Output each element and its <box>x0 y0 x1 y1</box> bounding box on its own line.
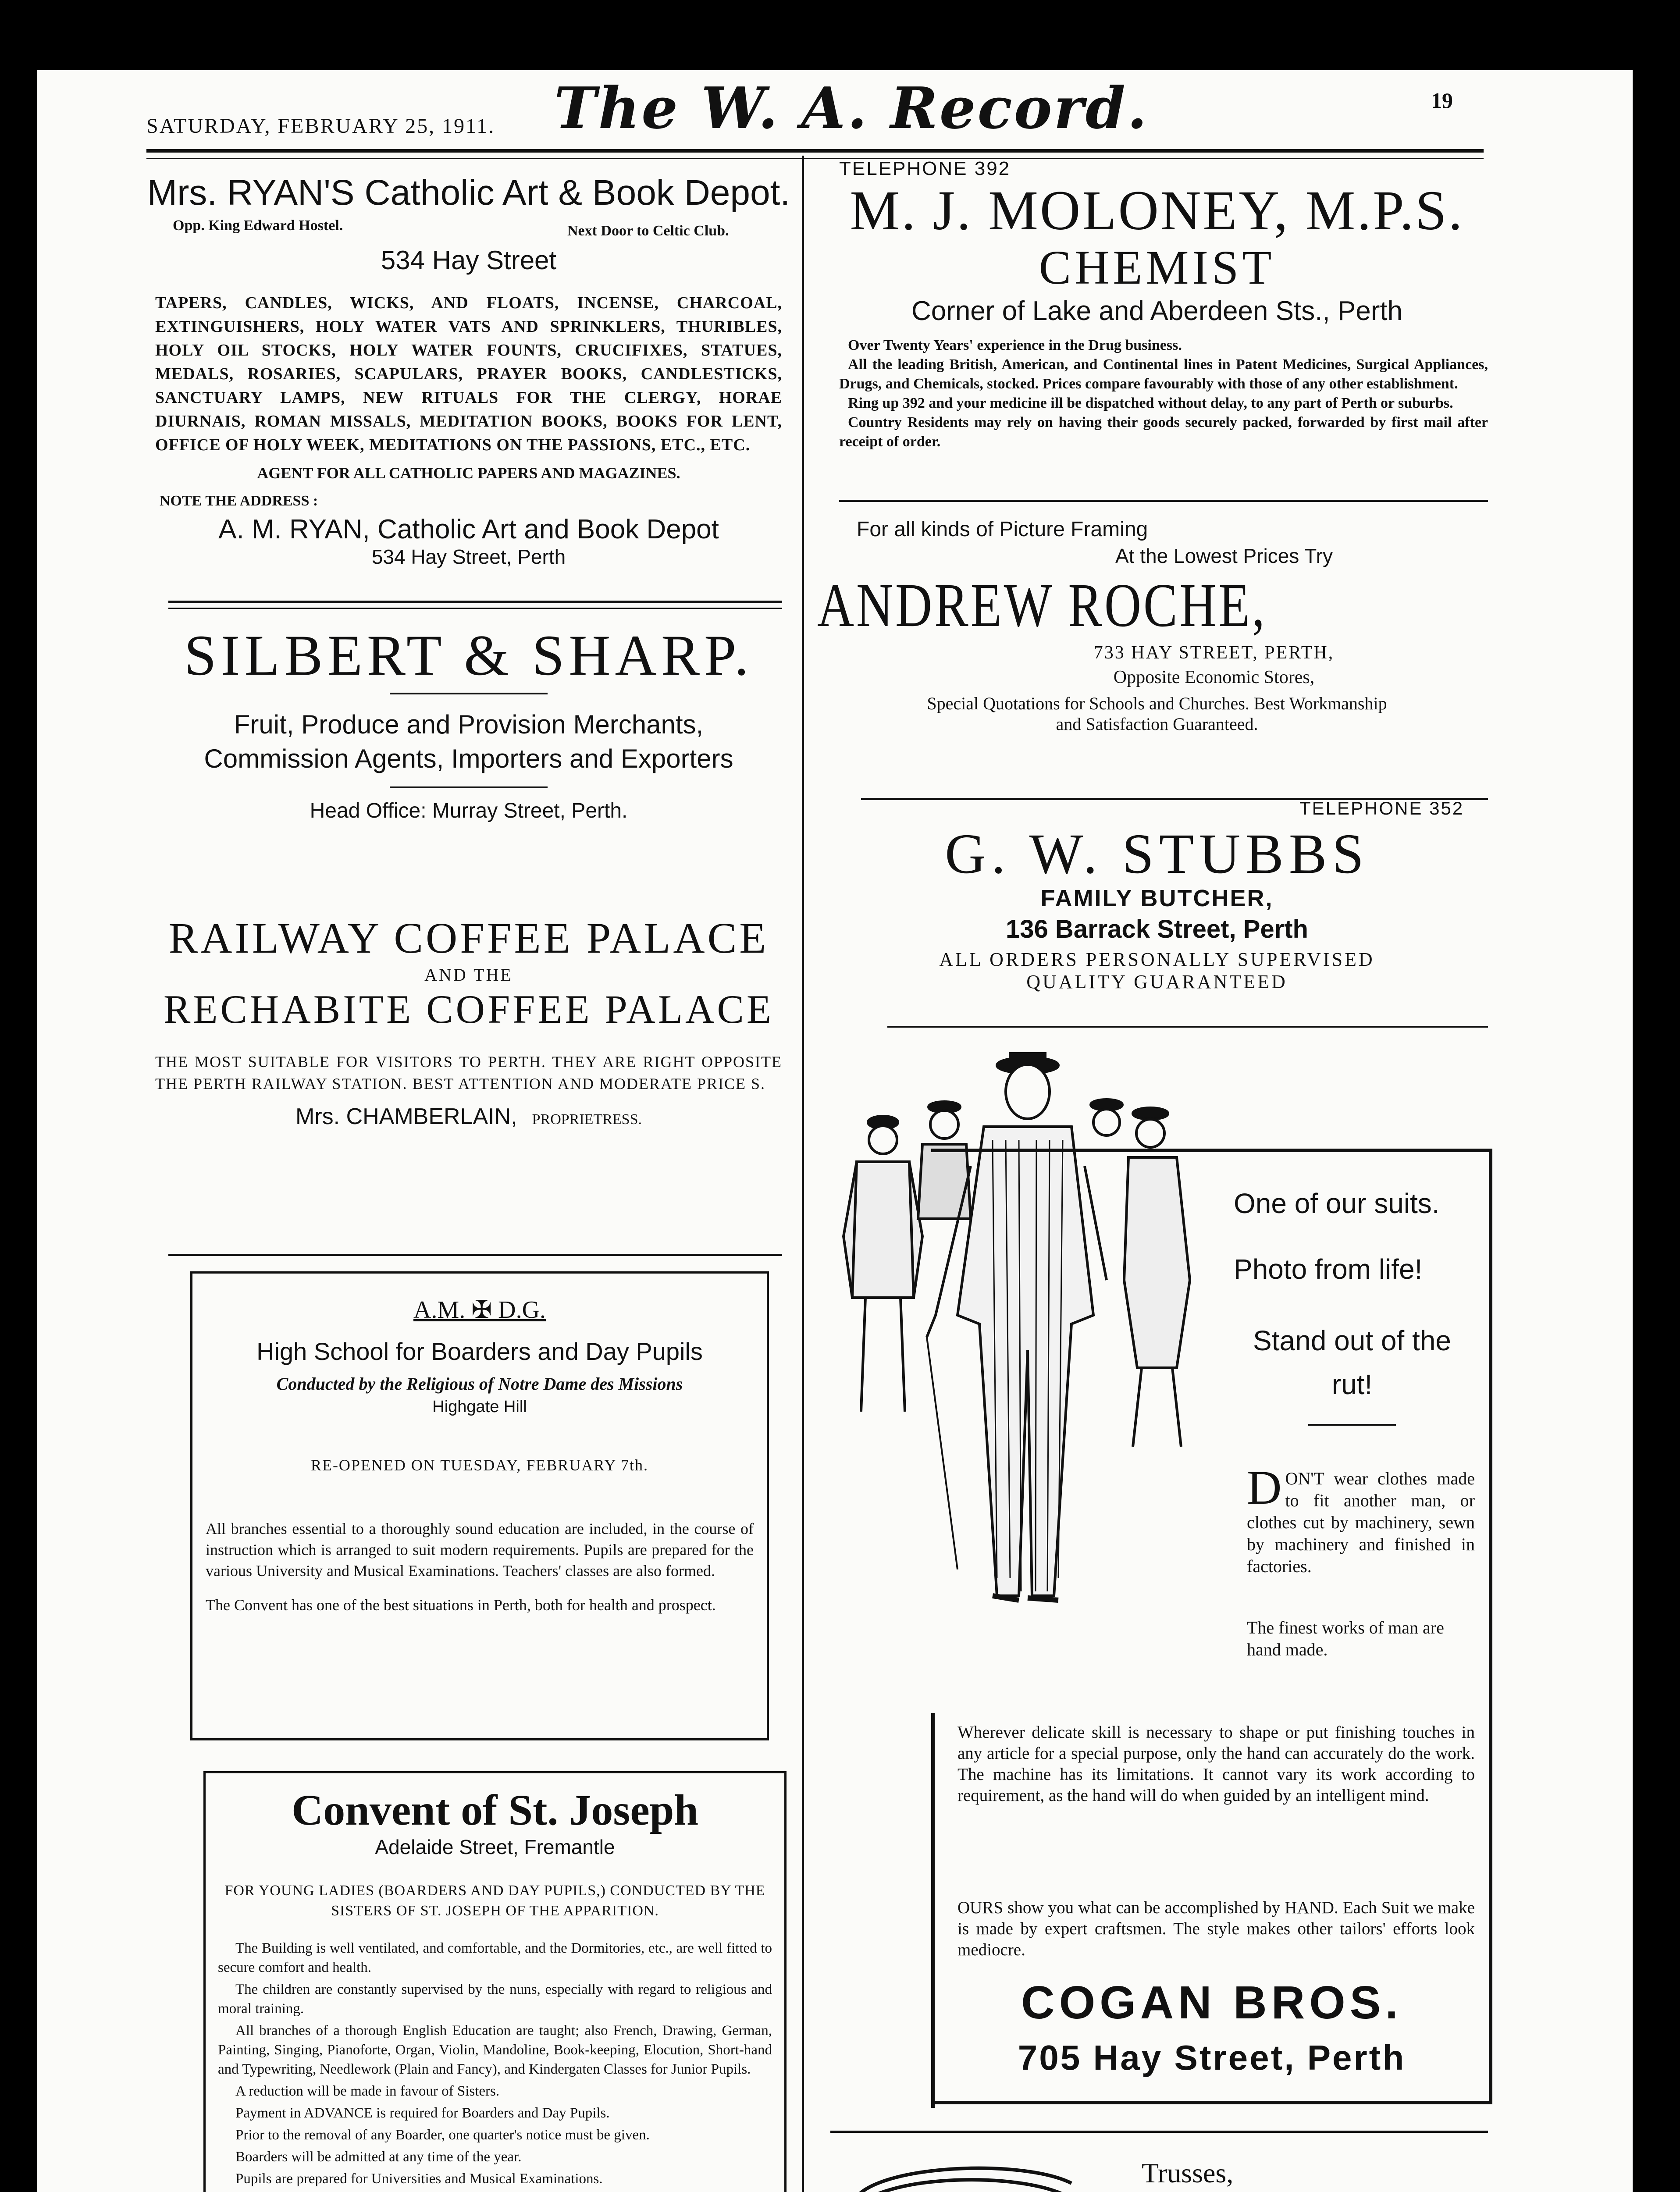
cogan-tag3: Stand out of the rut! <box>1253 1325 1451 1400</box>
column-divider <box>802 156 804 2192</box>
railway-body: THE MOST SUITABLE FOR VISITORS TO PERTH. THEY ARE RIGHT OPPOSITE THE PERTH RAILWAY STATION. BEST ATTENTION AND MODERATE PRICE S. <box>155 1053 782 1092</box>
convent-advert <box>203 1771 787 2192</box>
highschool-place: Highgate Hill <box>432 1398 527 1416</box>
cogan-p2: The finest works of man are hand made. <box>1247 1618 1444 1659</box>
highschool-body1: All branches essential to a thoroughly sound education are included, in the course of instruction which is arranged to suit modern requirements. Pupils are prepared for the various University and Musical Examinations. Teachers' classes are also formed. <box>206 1520 754 1580</box>
ryan-opposite: Opp. King Edward Hostel. <box>173 217 343 234</box>
silbert-office: Head Office: Murray Street, Perth. <box>310 799 628 822</box>
convent-para: A reduction will be made in favour of Sisters. <box>235 2083 500 2099</box>
silbert-line1: Fruit, Produce and Provision Merchants, <box>234 710 704 739</box>
silbert-line2: Commission Agents, Importers and Exporters <box>204 744 733 773</box>
cogan-p1-block <box>1247 1461 1475 1577</box>
moloney-p1: Over Twenty Years' experience in the Drug business. <box>848 337 1182 353</box>
moloney-role: CHEMIST <box>1039 241 1275 294</box>
silbert-divider-2 <box>390 786 548 788</box>
highschool-title: High School for Boarders and Day Pupils <box>256 1338 703 1365</box>
masthead-title: The W. A. Record. <box>554 75 1149 142</box>
roche-street: 733 HAY STREET, PERTH, <box>1093 643 1335 663</box>
roche-opposite: Opposite Economic Stores, <box>1113 667 1315 687</box>
page-number: 19 <box>1431 88 1453 113</box>
stubbs-address: 136 Barrack Street, Perth <box>1006 915 1308 943</box>
ryan-body: TAPERS, CANDLES, WICKS, AND FLOATS, INCENSE, CHARCOAL, EXTINGUISHERS, HOLY WATER VATS AND SPRINKLERS, THURIBLES, HOLY OIL STOCKS, HOLY WATER FOUNTS, CRUCIFIXES, STATUES, MEDALS, ROSARIES, SCAPULARS, PRAYER BOOKS, CANDLESTICKS, SANCTUARY LAMPS, NEW RITUALS FOR THE CLERGY, HORAE DIURNAIS, ROMAN MISSALS, MEDITATION BOOKS, BOOKS FOR LENT, OFFICE OF HOLY WEEK, MEDITATIONS ON THE PASSIONS, ETC., ETC. <box>155 294 782 454</box>
convent-para: The Building is well ventilated, and comfortable, and the Dormitories, etc., are well fitted to secure comfort and health. <box>218 1940 772 1975</box>
stubbs-advert <box>817 798 1497 993</box>
stubbs-telephone: TELEPHONE 352 <box>1299 798 1464 818</box>
masthead-rule <box>146 149 1484 153</box>
moloney-p3: Ring up 392 and your medicine ill be dispatched without delay, to any part of Perth or suburbs. <box>848 395 1453 411</box>
moloney-name: M. J. MOLONEY, M.P.S. <box>850 179 1464 242</box>
convent-para: Prior to the removal of any Boarder, one quarter's notice must be given. <box>235 2127 650 2143</box>
convent-para: All branches of a thorough English Education are taught; also French, Drawing, German, Painting, Singing, Pianoforte, Organ, Violin, Mandoline, Book-keeping, Elocution, Short-hand and Typewriting, Needlework (Plain and Fancy), and Kindergaten Classes for Junior Pupils. <box>218 2023 772 2077</box>
roche-line2: At the Lowest Prices Try <box>1115 544 1333 567</box>
section-rule <box>839 500 1488 502</box>
railway-and-the: AND THE <box>424 965 513 985</box>
highschool-advert <box>190 1271 769 1740</box>
roche-satisfaction: and Satisfaction Guaranteed. <box>1056 714 1258 734</box>
moloney-telephone: TELEPHONE 392 <box>839 158 1011 179</box>
highschool-motto: A.M. ✠ D.G. <box>413 1296 546 1324</box>
roche-special: Special Quotations for Schools and Churches. Best Workmanship <box>927 694 1387 713</box>
silbert-title: SILBERT & SHARP. <box>184 623 753 687</box>
section-rule <box>168 601 782 603</box>
railway-title: RAILWAY COFFEE PALACE <box>168 914 769 962</box>
convent-para: The children are constantly supervised by the nuns, especially with regard to religious and moral training. <box>218 1982 772 2017</box>
highschool-reopened: RE-OPENED ON TUESDAY, FEBRUARY 7th. <box>310 1456 649 1474</box>
railway-advert <box>146 912 791 1130</box>
ryan-agent: AGENT FOR ALL CATHOLIC PAPERS AND MAGAZINES. <box>257 464 680 482</box>
issue-date: SATURDAY, FEBRUARY 25, 1911. <box>146 114 495 138</box>
ryan-note: NOTE THE ADDRESS : <box>160 493 318 509</box>
roche-advert <box>817 517 1497 734</box>
section-rule <box>168 1254 782 1256</box>
moloney-body <box>839 336 1488 452</box>
railway-role: PROPRIETRESS. <box>532 1111 642 1128</box>
silbert-divider <box>390 693 548 694</box>
cogan-advert <box>931 1149 1492 2104</box>
cogan-tag-divider <box>1308 1424 1396 1426</box>
ryan-advert <box>146 171 791 569</box>
railway-subtitle: RECHABITE COFFEE PALACE <box>163 987 774 1032</box>
moloney-advert <box>817 158 1497 452</box>
moloney-p4: Country Residents may rely on having their goods securely packed, forwarded by first mail after receipt of order. <box>839 414 1488 450</box>
maddern-l1: Trusses, <box>1142 2157 1234 2188</box>
section-rule <box>887 1026 1488 1028</box>
silbert-advert <box>146 623 791 823</box>
roche-line1: For all kinds of Picture Framing <box>857 518 1148 541</box>
cogan-dropcap: D <box>1247 1461 1282 1514</box>
man-figure-left <box>844 1116 922 1412</box>
cogan-p3: Wherever delicate skill is necessary to shape or put finishing touches in any article for a special purpose, only the hand can accurately do the work. The machine has its limitations. It cannot vary its work according to requirement, as the hand will do when guided by an intelligent mind. <box>957 1723 1475 1805</box>
convent-paragraphs <box>218 1939 772 2192</box>
convent-address: Adelaide Street, Fremantle <box>375 1836 615 1858</box>
stubbs-line2: QUALITY GUARANTEED <box>1026 971 1288 993</box>
cogan-address: 705 Hay Street, Perth <box>1018 2038 1406 2077</box>
cogan-name: COGAN BROS. <box>1021 1977 1402 2028</box>
moloney-corner: Corner of Lake and Aberdeen Sts., Perth <box>911 296 1403 326</box>
ryan-address: 534 Hay Street <box>381 246 557 275</box>
ryan-street: 534 Hay Street, Perth <box>371 545 566 568</box>
stubbs-name: G. W. STUBBS <box>945 822 1369 886</box>
highschool-body2: The Convent has one of the best situations in Perth, both for health and prospect. <box>206 1596 716 1614</box>
highschool-conducted: Conducted by the Religious of Notre Dame des Missions <box>276 1374 683 1394</box>
ryan-heading: Mrs. RYAN'S Catholic Art & Book Depot. <box>147 173 790 213</box>
ryan-next-door: Next Door to Celtic Club. <box>567 223 729 239</box>
moloney-p2: All the leading British, American, and Continental lines in Patent Medicines, Surgical Appliances, Drugs, and Chemicals, stocked. Prices compare favourably with those of any other establishment. <box>839 356 1488 392</box>
stubbs-role: FAMILY BUTCHER, <box>1040 885 1274 911</box>
convent-para: Payment in ADVANCE is required for Boarders and Day Pupils. <box>235 2105 610 2121</box>
roche-name: ANDREW ROCHE, <box>817 570 1267 640</box>
convent-intro: FOR YOUNG LADIES (BOARDERS AND DAY PUPILS,) CONDUCTED BY THE SISTERS OF ST. JOSEPH OF THE APPARITION. <box>224 1882 765 1919</box>
convent-para: Boarders will be admitted at any time of the year. <box>235 2149 522 2165</box>
ryan-name-line: A. M. RYAN, Catholic Art and Book Depot <box>218 514 719 544</box>
cogan-p4: OURS show you what can be accomplished by HAND. Each Suit we make is made by expert craftsmen. The style makes other tailors' efforts look mediocre. <box>957 1898 1475 1959</box>
cogan-tag1: One of our suits. <box>1234 1188 1440 1219</box>
cogan-tag2: Photo from life! <box>1234 1253 1423 1285</box>
stubbs-line1: ALL ORDERS PERSONALLY SUPERVISED <box>939 949 1375 970</box>
section-rule-thin <box>168 608 782 609</box>
section-rule <box>830 2131 1488 2133</box>
truss-illustration <box>835 2148 1107 2192</box>
newspaper-page <box>37 70 1633 2192</box>
convent-para: Pupils are prepared for Universities and Musical Examinations. <box>235 2171 603 2187</box>
convent-title: Convent of St. Joseph <box>292 1786 698 1834</box>
railway-proprietor: Mrs. CHAMBERLAIN, <box>295 1104 517 1129</box>
cogan-p1: ON'T wear clothes made to fit another man, or clothes cut by machinery, sewn by machinery and finished in factories. <box>1247 1469 1475 1576</box>
